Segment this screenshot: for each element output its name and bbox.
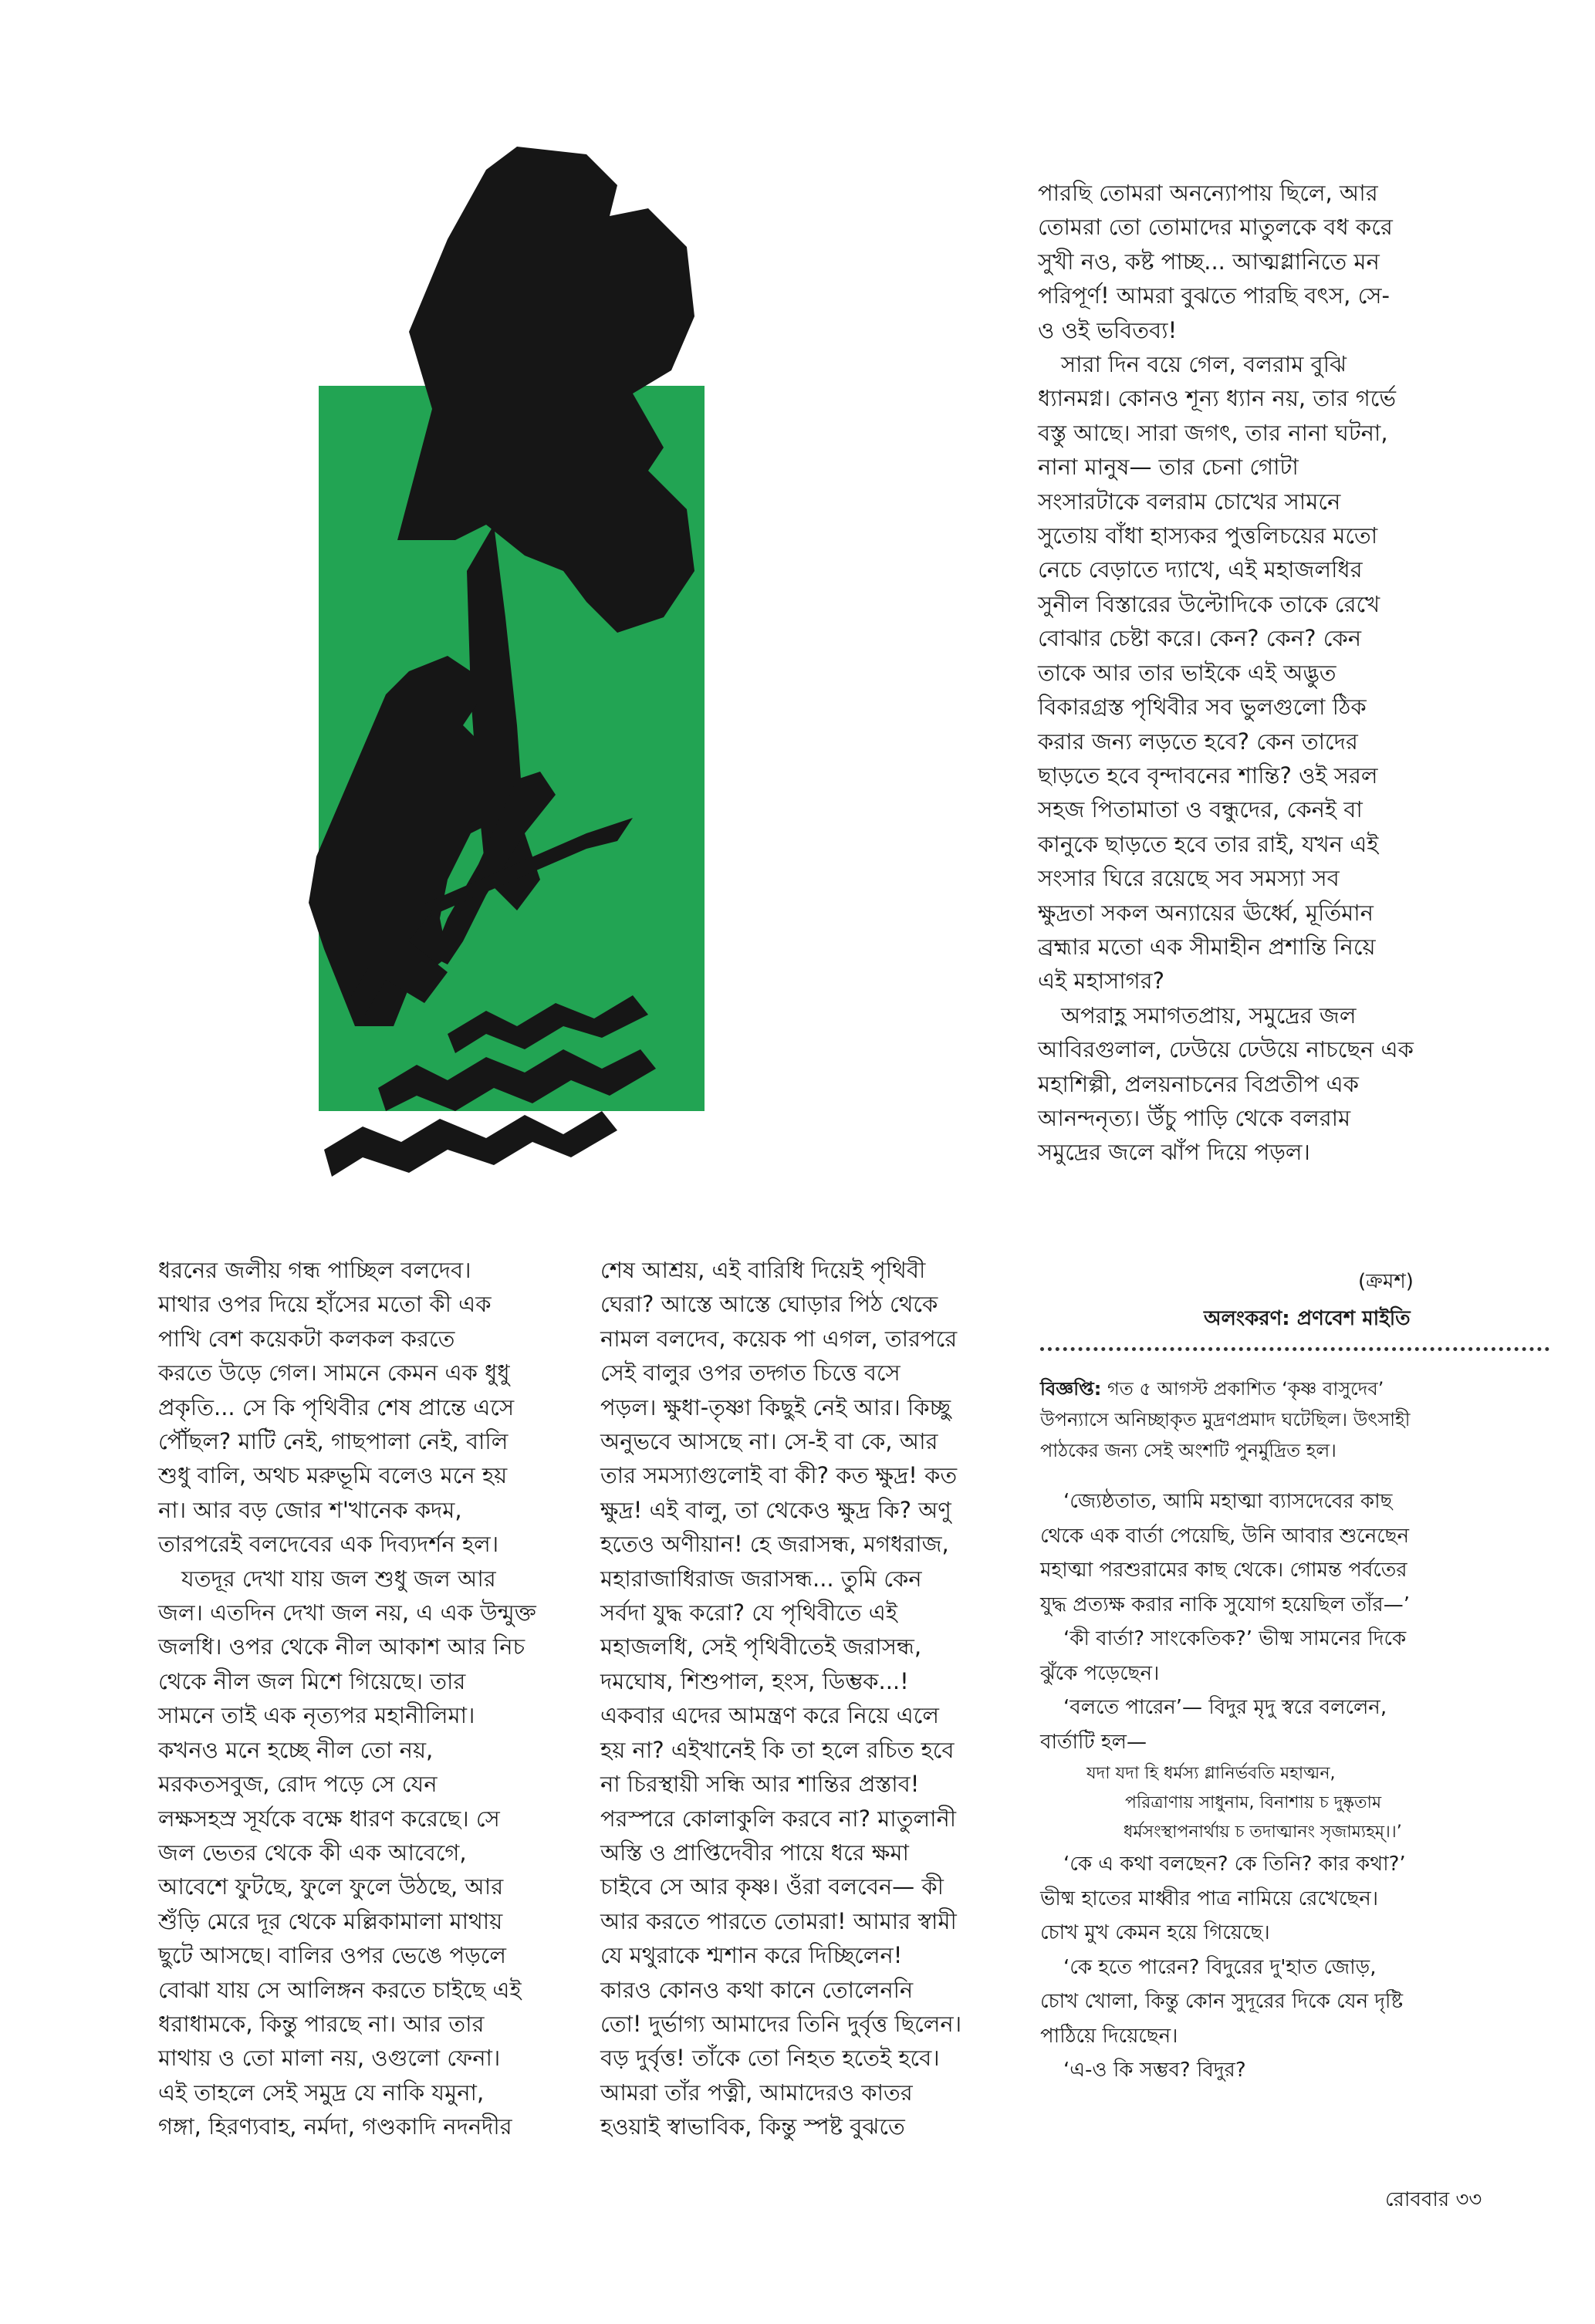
text-line: মহাজলধি, সেই পৃথিবীতেই জরাসন্ধ, [600, 1633, 922, 1660]
page-number: ৩৩ [1455, 2188, 1482, 2211]
text-line: শুধু বালি, অথচ মরুভূমি বলেও মনে হয় [158, 1462, 508, 1489]
text-line: অস্তি ও প্রাপ্তিদেবীর পায়ে ধরে ক্ষমা [600, 1839, 909, 1866]
notice-line: উপন্যাসে অনিচ্ছাকৃত মুদ্রণপ্রমাদ ঘটেছিল। উৎসাহী [1040, 1409, 1411, 1431]
sloka-line: ধর্মসংস্থাপনার্থায় চ তদাত্মানং সৃজাম্যহম্।।’ [1124, 1822, 1402, 1842]
text-line: যতদূর দেখা যায় জল শুধু জল আর [181, 1565, 496, 1592]
text-line: চোখ মুখ কেমন হয়ে গিয়েছে। [1040, 1921, 1270, 1944]
text-column-left [158, 1253, 575, 2144]
text-line: ক্ষুদ্র! এই বালু, তা থেকেও ক্ষুদ্র কি? অণু [600, 1496, 951, 1523]
text-line: ঝুঁকে পড়েছেন। [1040, 1661, 1160, 1685]
text-line: সুনীল বিস্তারের উল্টোদিকে তাকে রেখে [1038, 590, 1380, 617]
notice-line [1040, 1373, 1549, 1404]
text-line: ধরনের জলীয় গন্ধ পাচ্ছিল বলদেব। [158, 1257, 471, 1283]
text-line: পারছি তোমরা অনন্যোপায় ছিলে, আর [1038, 180, 1378, 206]
wave-shape-3 [324, 1111, 617, 1177]
text-line: পড়ল। ক্ষুধা-তৃষ্ণা কিছুই নেই আর। কিচ্ছু [600, 1393, 951, 1420]
text-line: মাথার ওপর দিয়ে হাঁসের মতো কী এক [158, 1291, 492, 1318]
text-line: গঙ্গা, হিরণ্যবাহ, নর্মদা, গণ্ডকাদি নদনদীর [158, 2113, 512, 2140]
text-line: প্রকৃতি... সে কি পৃথিবীর শেষ প্রান্তে এসে [158, 1393, 515, 1420]
text-line: বোঝা যায় সে আলিঙ্গন করতে চাইছে এই [158, 1976, 522, 2003]
text-line: তাকে আর তার ভাইকে এই অদ্ভুত [1038, 659, 1336, 686]
text-line: এই তাহলে সেই সমুদ্র যে নাকি যমুনা, [158, 2079, 485, 2106]
text-line: ‘কে এ কথা বলছেন? কে তিনি? কার কথা?’ [1063, 1853, 1406, 1876]
text-line: যুদ্ধ প্রত্যক্ষ করার নাকি সুযোগ হয়েছিল তাঁর—’ [1040, 1593, 1410, 1616]
text-line: পাখি বেশ কয়েকটা কলকল করতে [158, 1325, 455, 1352]
text-line: সহজ পিতামাতা ও বন্ধুদের, কেনই বা [1038, 796, 1363, 823]
text-line: সারা দিন বয়ে গেল, বলরাম বুঝি [1061, 351, 1347, 378]
magazine-name: রোববার [1385, 2188, 1450, 2211]
text-line: পরিপূর্ণ! আমরা বুঝতে পারছি বৎস, সে- [1038, 282, 1390, 309]
text-line: তার সমস্যাগুলোই বা কী? কত ক্ষুদ্র! কত [600, 1462, 958, 1489]
sloka-line: পরিত্রাণায় সাধুনাম, বিনাশায় চ দুষ্কৃতাম [1125, 1793, 1382, 1812]
text-line: থেকে এক বার্তা পেয়েছি, উনি আবার শুনেছেন [1040, 1524, 1409, 1548]
text-line: মরকতসবুজ, রোদ পড়ে সে যেন [158, 1771, 438, 1798]
text-line: সর্বদা যুদ্ধ করো? যে পৃথিবীতে এই [600, 1599, 897, 1626]
to-be-continued-note: (ক্রমশ) [1358, 1270, 1414, 1293]
text-line: তারপরেই বলদেবের এক দিব্যদর্শন হল। [158, 1531, 499, 1558]
text-line: আমরা তাঁর পত্নী, আমাদেরও কাতর [600, 2079, 913, 2106]
text-line: আনন্দনৃত্য। উঁচু পাড়ি থেকে বলরাম [1038, 1104, 1351, 1131]
text-line: না। আর বড় জোর শ'খানেক কদম, [158, 1496, 462, 1523]
page-footer [1385, 2184, 1482, 2218]
notice-text: গত ৫ আগস্ট প্রকাশিত ‘কৃষ্ণ বাসুদেব’ [1101, 1378, 1384, 1400]
text-line: জলধি। ওপর থেকে নীল আকাশ আর নিচ [158, 1633, 525, 1660]
text-line: সংসারটাকে বলরাম চোখের সামনে [1038, 488, 1341, 515]
text-line: মহাত্মা পরশুরামের কাছ থেকে। গোমন্ত পর্বতের [1040, 1559, 1407, 1582]
text-line: ধরাধামকে, কিন্তু পারছে না। আর তার [158, 2010, 485, 2037]
text-line: যে মথুরাকে শ্মশান করে দিচ্ছিলেন! [600, 1942, 903, 1969]
text-line: দমঘোষ, শিশুপাল, হংস, ডিম্ভক...! [600, 1667, 909, 1694]
text-line: করতে উড়ে গেল। সামনে কেমন এক ধুধু [158, 1360, 510, 1387]
notice-label: বিজ্ঞপ্তি: [1040, 1378, 1102, 1400]
text-line: হয় না? এইখানেই কি তা হলে রচিত হবে [600, 1736, 955, 1763]
text-line: ছুটে আসছে। বালির ওপর ভেঙে পড়লে [158, 1942, 507, 1969]
text-line: তো! দুর্ভাগ্য আমাদের তিনি দুর্বৃত্ত ছিলেন। [600, 2010, 962, 2037]
text-line: ‘এ-ও কি সম্ভব? বিদুর? [1063, 2059, 1246, 2082]
text-line: আর করতে পারতে তোমরা! আমার স্বামী [600, 1907, 957, 1934]
text-line: লক্ষসহস্র সূর্যকে বক্ষে ধারণ করেছে। সে [158, 1805, 500, 1832]
text-line: ঘেরা? আস্তে আস্তে ঘোড়ার পিঠ থেকে [600, 1291, 938, 1318]
text-line: এই মহাসাগর? [1038, 968, 1165, 995]
text-line: ব্রহ্মার মতো এক সীমাহীন প্রশান্তি নিয়ে [1038, 933, 1376, 960]
illustration [154, 139, 1003, 1211]
text-line: কখনও মনে হচ্ছে নীল তো নয়, [158, 1736, 434, 1763]
text-line: তোমরা তো তোমাদের মাতুলকে বধ করে [1038, 214, 1393, 241]
text-line: সুখী নও, কষ্ট পাচ্ছ... আত্মগ্লানিতে মন [1038, 248, 1380, 275]
text-line: নানা মানুষ— তার চেনা গোটা [1038, 454, 1299, 481]
text-line: সমুদ্রের জলে ঝাঁপ দিয়ে পড়ল। [1038, 1139, 1310, 1166]
reprinted-excerpt [1040, 1485, 1557, 2088]
text-line: মাথায় ও তো মালা নয়, ওগুলো ফেনা। [158, 2045, 501, 2072]
text-line: সুতোয় বাঁধা হাস্যকর পুত্তলিচয়ের মতো [1038, 522, 1378, 549]
text-line: চাইবে সে আর কৃষ্ণ। ওঁরা বলবেন— কী [600, 1873, 944, 1900]
text-line: জল। এতদিন দেখা জল নয়, এ এক উন্মুক্ত [158, 1599, 536, 1626]
text-line: বড় দুর্বৃত্ত! তাঁকে তো নিহত হতেই হবে। [600, 2045, 940, 2072]
text-line: বিকারগ্রস্ত পৃথিবীর সব ভুলগুলো ঠিক [1038, 694, 1367, 721]
text-line: ধ্যানমগ্ন। কোনও শূন্য ধ্যান নয়, তার গর্ভে [1038, 385, 1396, 412]
text-line: না চিরস্থায়ী সন্ধি আর শান্তির প্রস্তাব! [600, 1771, 920, 1798]
text-line: মহাশিল্পী, প্রলয়নাচনের বিপ্রতীপ এক [1038, 1070, 1359, 1097]
text-line: বোঝার চেষ্টা করে। কেন? কেন? কেন [1038, 625, 1362, 652]
text-line: আবেশে ফুটছে, ফুলে ফুলে উঠছে, আর [158, 1873, 504, 1900]
text-line: কারও কোনও কথা কানে তোলেননি [600, 1976, 914, 2003]
dotted-divider [1040, 1347, 1549, 1351]
text-line: সেই বালুর ওপর তদ্গত চিত্তে বসে [600, 1360, 901, 1387]
text-line: ‘জ্যেষ্ঠতাত, আমি মহাত্মা ব্যাসদেবের কাছ [1063, 1490, 1393, 1513]
correction-notice [1040, 1373, 1549, 1466]
text-line: পাঠিয়ে দিয়েছেন। [1040, 2024, 1178, 2048]
text-line: করার জন্য লড়তে হবে? কেন তাদের [1038, 728, 1358, 755]
text-line: শেষ আশ্রয়, এই বারিধি দিয়েই পৃথিবী [600, 1257, 926, 1283]
text-line: আবিরগুলাল, ঢেউয়ে ঢেউয়ে নাচছেন এক [1038, 1036, 1414, 1063]
text-line: থেকে নীল জল মিশে গিয়েছে। তার [158, 1667, 466, 1694]
text-line: সামনে তাই এক নৃত্যপর মহানীলিমা। [158, 1702, 475, 1729]
text-line: একবার এদের আমন্ত্রণ করে নিয়ে এলে [600, 1702, 940, 1729]
text-line: ছাড়তে হবে বৃন্দাবনের শান্তি? ওই সরল [1038, 762, 1378, 789]
illustration-credit: অলংকরণ: প্রণবেশ মাইতি [1204, 1307, 1411, 1330]
text-line: ‘বলতে পারেন’— বিদুর মৃদু স্বরে বললেন, [1063, 1696, 1387, 1719]
text-line: ও ওই ভবিতব্য! [1038, 316, 1178, 343]
text-line: ক্ষুদ্রতা সকল অন্যায়ের ঊর্ধ্বে, মূর্তিমান [1038, 899, 1374, 926]
text-line: ‘কী বার্তা? সাংকেতিক?’ ভীষ্ম সামনের দিকে [1063, 1627, 1407, 1650]
text-line: কানুকে ছাড়তে হবে তার রাই, যখন এই [1038, 830, 1379, 857]
text-line: হওয়াই স্বাভাবিক, কিন্তু স্পষ্ট বুঝতে [600, 2113, 905, 2140]
text-line: বার্তাটি হল— [1040, 1730, 1147, 1754]
notice-line: পাঠকের জন্য সেই অংশটি পুনর্মুদ্রিত হল। [1040, 1440, 1336, 1461]
text-line: নামল বলদেব, কয়েক পা এগল, তারপরে [600, 1325, 958, 1352]
text-column-middle [600, 1253, 1025, 2144]
text-line: জল ভেতর থেকে কী এক আবেগে, [158, 1839, 467, 1866]
text-line: অনুভবে আসছে না। সে-ই বা কে, আর [600, 1428, 938, 1455]
text-line: ‘কে হতে পারেন? বিদুরের দু'হাত জোড়, [1063, 1955, 1377, 1979]
text-line: হতেও অণীয়ান! হে জরাসন্ধ, মগধরাজ, [600, 1531, 949, 1558]
text-line: সংসার ঘিরে রয়েছে সব সমস্যা সব [1038, 865, 1340, 892]
text-column-top-right [1038, 176, 1547, 1170]
text-line: মহারাজাধিরাজ জরাসন্ধ... তুমি কেন [600, 1565, 922, 1592]
text-line: চোখ খোলা, কিন্তু কোন সুদূরের দিকে যেন দৃষ্টি [1040, 1990, 1404, 2013]
text-line: বস্তু আছে। সারা জগৎ, তার নানা ঘটনা, [1038, 419, 1388, 446]
text-line: নেচে বেড়াতে দ্যাখে, এই মহাজলধির [1038, 556, 1363, 583]
text-line: অপরাহ্ণ সমাগতপ্রায়, সমুদ্রের জল [1061, 1002, 1357, 1029]
text-line: পৌঁছল? মাটি নেই, গাছপালা নেই, বালি [158, 1428, 509, 1455]
text-line: ভীষ্ম হাতের মাধ্বীর পাত্র নামিয়ে রেখেছেন। [1040, 1887, 1379, 1910]
text-line: পরস্পরে কোলাকুলি করবে না? মাতুলানী [600, 1805, 957, 1832]
text-line: শুঁড়ি মেরে দূর থেকে মল্লিকামালা মাথায় [158, 1907, 503, 1934]
sloka-line: যদা যদা হি ধর্মস্য গ্লানির্ভবতি মহাত্মন, [1086, 1764, 1336, 1783]
